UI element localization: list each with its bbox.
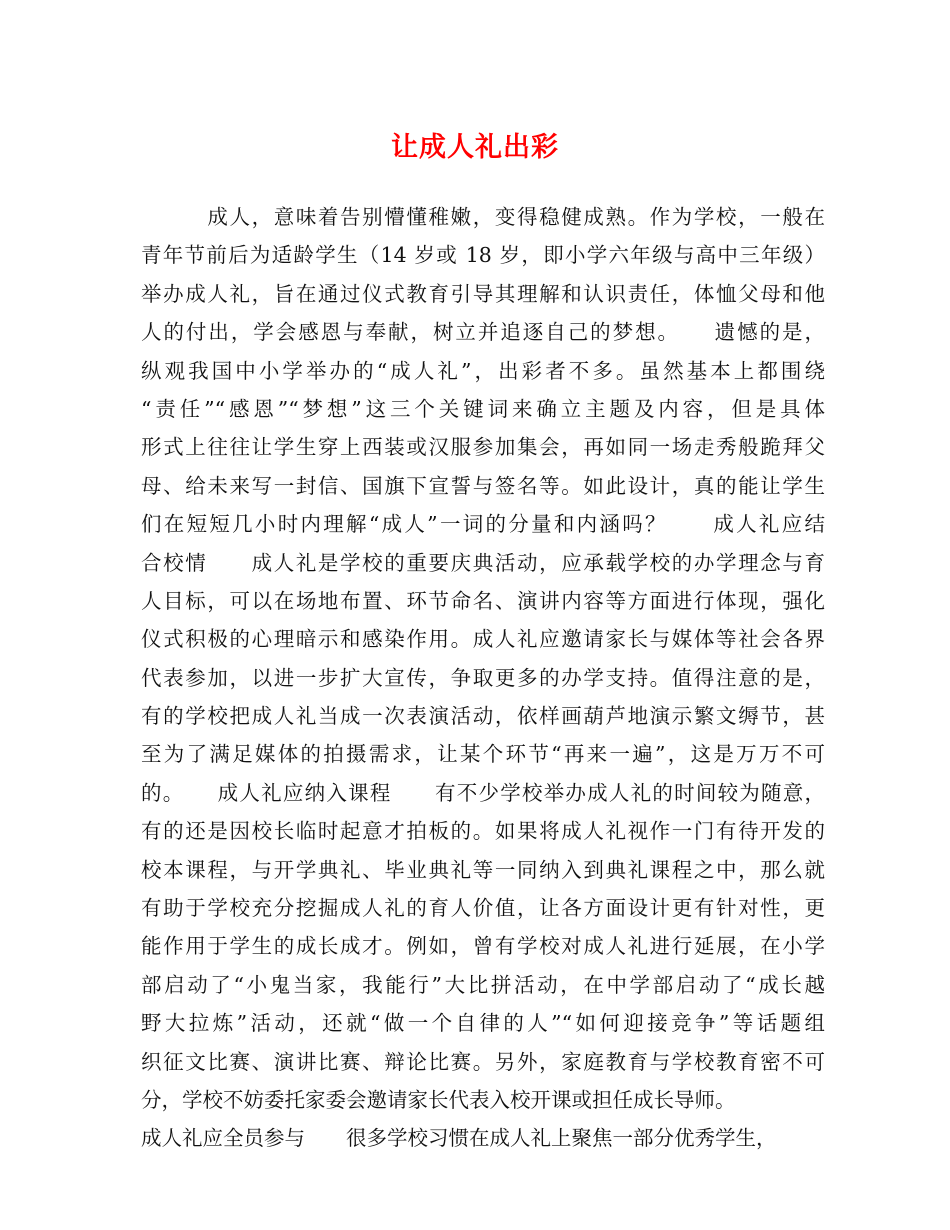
body-line: “责任”“感恩”“梦想”这三个关键词来确立主题及内容，但是具体 — [141, 396, 825, 421]
body-line: 的。 成人礼应纳入课程 有不少学校举办成人礼的时间较为随意， — [141, 780, 825, 805]
body-line: 仪式积极的心理暗示和感染作用。成人礼应邀请家长与媒体等社会各界 — [141, 627, 825, 652]
body-line: 人的付出，学会感恩与奉献，树立并追逐自己的梦想。 遗憾的是， — [141, 320, 825, 345]
body-line: 合校情 成人礼是学校的重要庆典活动，应承载学校的办学理念与育 — [141, 550, 825, 575]
body-line: 青年节前后为适龄学生（14 岁或 18 岁，即小学六年级与高中三年级） — [141, 243, 825, 268]
body-line: 分，学校不妨委托家委会邀请家长代表入校开课或担任成长导师。 — [141, 1087, 736, 1112]
body-line: 人目标，可以在场地布置、环节命名、演讲内容等方面进行体现，强化 — [141, 588, 825, 613]
body-line: 代表参加，以进一步扩大宣传，争取更多的办学支持。值得注意的是， — [141, 665, 825, 690]
body-line: 校本课程，与开学典礼、毕业典礼等一同纳入到典礼课程之中，那么就 — [141, 857, 825, 882]
document-title: 让成人礼出彩 — [391, 132, 559, 163]
body-line: 有的学校把成人礼当成一次表演活动，依样画葫芦地演示繁文缛节，甚 — [141, 704, 825, 729]
body-line: 有助于学校充分挖掘成人礼的育人价值，让各方面设计更有针对性，更 — [141, 896, 825, 921]
body-line: 至为了满足媒体的拍摄需求，让某个环节“再来一遍”，这是万万不可 — [141, 742, 825, 767]
document-body — [141, 198, 825, 1158]
body-line: 成人礼应全员参与 很多学校习惯在成人礼上聚焦一部分优秀学生， — [141, 1126, 777, 1151]
body-line: 举办成人礼，旨在通过仪式教育引导其理解和认识责任，体恤父母和他 — [141, 281, 825, 306]
body-line: 们在短短几小时内理解“成人”一词的分量和内涵吗？ 成人礼应结 — [141, 512, 825, 537]
body-line: 母、给未来写一封信、国旗下宣誓与签名等。如此设计，真的能让学生 — [141, 473, 825, 498]
body-line: 能作用于学生的成长成才。例如，曾有学校对成人礼进行延展，在小学 — [141, 934, 825, 959]
body-line: 有的还是因校长临时起意才拍板的。如果将成人礼视作一门有待开发的 — [141, 819, 825, 844]
body-line: 部启动了“小鬼当家，我能行”大比拼活动，在中学部启动了“成长越 — [141, 972, 825, 997]
body-line: 织征文比赛、演讲比赛、辩论比赛。另外，家庭教育与学校教育密不可 — [141, 1049, 825, 1074]
body-line: 成人，意味着告别懵懂稚嫩，变得稳健成熟。作为学校，一般在 — [141, 205, 825, 229]
body-line: 野大拉炼”活动，还就“做一个自律的人”“如何迎接竞争”等话题组 — [141, 1011, 825, 1036]
body-line: 形式上往往让学生穿上西装或汉服参加集会，再如同一场走秀般跪拜父 — [141, 435, 825, 460]
body-line: 纵观我国中小学举办的“成人礼”，出彩者不多。虽然基本上都围绕 — [141, 358, 825, 383]
